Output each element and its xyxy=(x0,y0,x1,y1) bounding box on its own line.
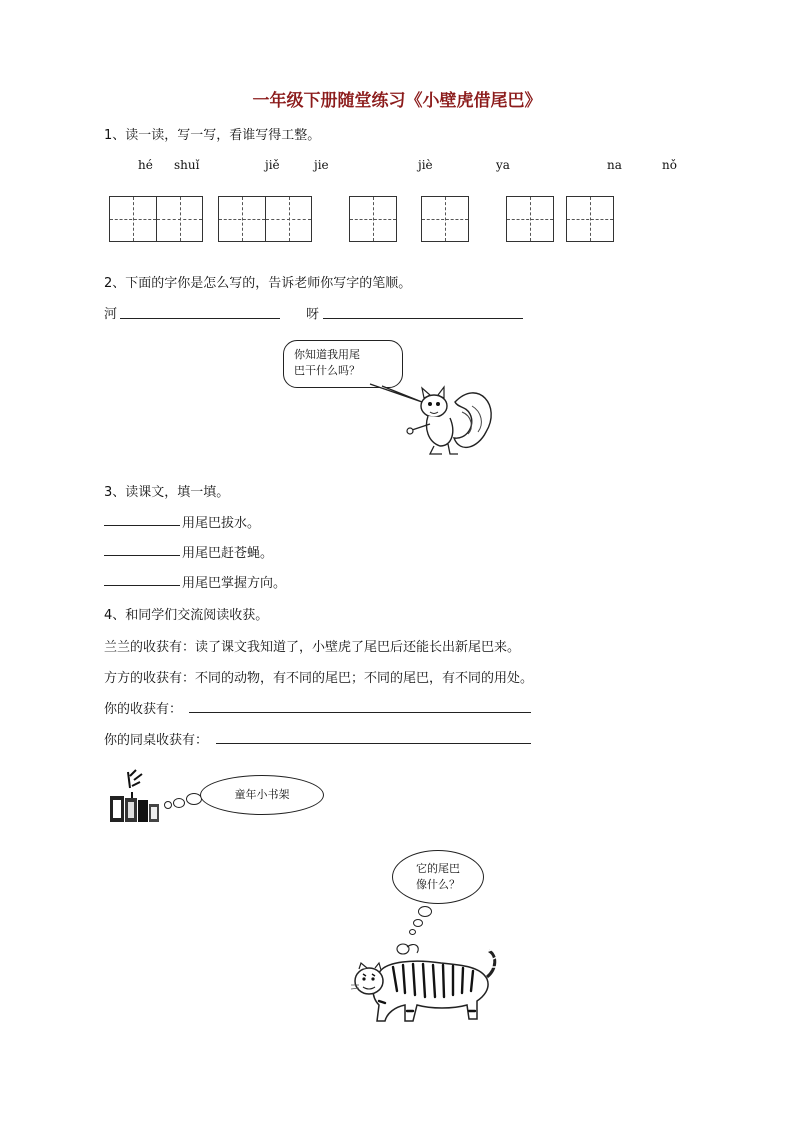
fill-blank-1[interactable] xyxy=(104,525,180,526)
your-harvest-label: 你的收获有： xyxy=(104,702,183,717)
writing-grid-ya[interactable] xyxy=(421,196,469,242)
char-he-label: 河 xyxy=(104,307,118,322)
cloud-dot xyxy=(418,906,432,917)
tiger-thought-cloud xyxy=(392,850,484,904)
lanlan-harvest: 兰兰的收获有：读了课文我知道了，小壁虎了尾巴后还能长出新尾巴来。 xyxy=(104,640,521,655)
cloud-line-1: 它的尾巴 xyxy=(416,862,460,875)
squirrel-illustration xyxy=(400,382,500,460)
bookshelf-cloud: 童年小书架 xyxy=(200,775,324,815)
fill-item-3: 用尾巴掌握方向。 xyxy=(182,576,287,591)
cloud-line-2: 像什么？ xyxy=(416,878,460,891)
question-4-prompt: 4、和同学们交流阅读收获。 xyxy=(104,608,269,623)
fill-blank-2[interactable] xyxy=(104,555,180,556)
fangfang-harvest: 方方的收获有：不同的动物，有不同的尾巴；不同的尾巴，有不同的用处。 xyxy=(104,671,534,686)
cloud-dot xyxy=(413,919,423,927)
fill-item-2: 用尾巴赶苍蝇。 xyxy=(182,546,274,561)
question-3-prompt: 3、读课文，填一填。 xyxy=(104,485,230,500)
pinyin-jie: jie xyxy=(314,158,329,172)
writing-grid-jiejie[interactable] xyxy=(218,196,312,242)
pinyin-shui: shuǐ xyxy=(174,158,200,172)
page-title: 一年级下册随堂练习《小壁虎借尾巴》 xyxy=(252,91,542,111)
writing-cell[interactable] xyxy=(422,197,468,241)
writing-cell[interactable] xyxy=(156,197,202,241)
pinyin-he: hé xyxy=(138,158,153,172)
writing-grid-hesui[interactable] xyxy=(109,196,203,242)
pinyin-jie4: jiè xyxy=(418,158,433,172)
bubble-line-1: 你知道我用尾 xyxy=(294,348,360,361)
writing-grid-no[interactable] xyxy=(566,196,614,242)
bubble-line-2: 巴干什么吗？ xyxy=(294,364,360,377)
writing-cell[interactable] xyxy=(507,197,553,241)
pinyin-jie3: jiě xyxy=(265,158,280,172)
cloud-dot xyxy=(164,801,172,809)
your-harvest-line[interactable] xyxy=(189,712,531,713)
writing-cell[interactable] xyxy=(265,197,311,241)
stroke-order-line-he[interactable] xyxy=(120,318,280,319)
writing-cell[interactable] xyxy=(110,197,156,241)
deskmate-harvest-label: 你的同桌收获有： xyxy=(104,733,209,748)
stroke-order-line-ya[interactable] xyxy=(323,318,523,319)
pinyin-na: na xyxy=(607,158,622,172)
question-2-prompt: 2、下面的字你是怎么写的，告诉老师你写字的笔顺。 xyxy=(104,276,412,291)
cloud-dot xyxy=(173,798,185,808)
bookshelf-icon xyxy=(108,768,162,824)
fill-blank-3[interactable] xyxy=(104,585,180,586)
deskmate-harvest-line[interactable] xyxy=(216,743,531,744)
writing-grid-jie[interactable] xyxy=(349,196,397,242)
writing-cell[interactable] xyxy=(567,197,613,241)
writing-cell[interactable] xyxy=(350,197,396,241)
char-ya-label: 呀 xyxy=(306,307,320,322)
writing-cell[interactable] xyxy=(219,197,265,241)
tiger-illustration xyxy=(345,935,505,1027)
writing-grid-na[interactable] xyxy=(506,196,554,242)
fill-item-1: 用尾巴拔水。 xyxy=(182,516,261,531)
pinyin-ya: ya xyxy=(496,158,510,172)
question-1-prompt: 1、读一读，写一写，看谁写得工整。 xyxy=(104,128,321,143)
pinyin-no: nǒ xyxy=(662,158,677,172)
